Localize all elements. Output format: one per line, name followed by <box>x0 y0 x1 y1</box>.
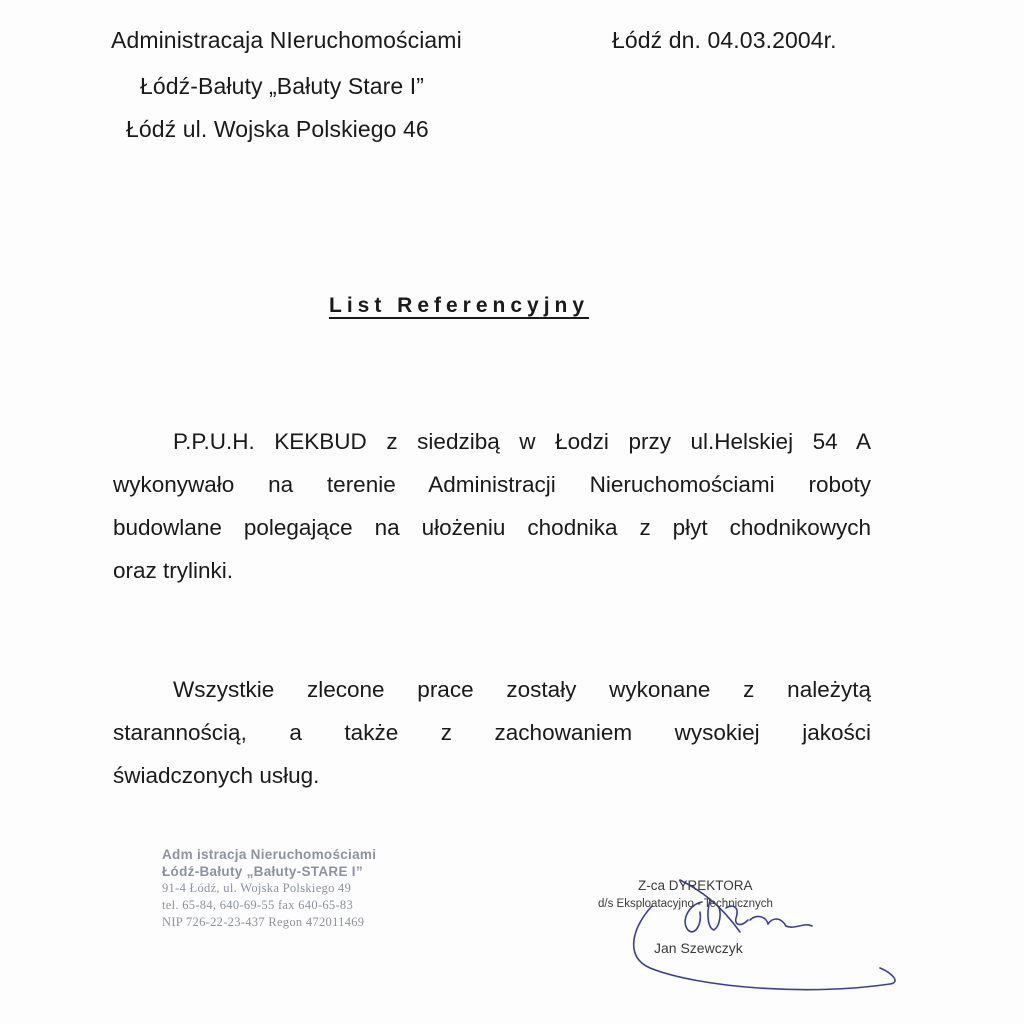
stamp-line: Łódź-Bałuty „Bałuty-STARE I” <box>162 864 363 879</box>
stamp-line: Adm istracja Nieruchomościami <box>162 847 377 862</box>
paragraph-line: wykonywało na terenie Administracji Nieruchomościami roboty <box>113 472 871 497</box>
signatory-name: Jan Szewczyk <box>654 940 743 956</box>
header-date: Łódź dn. 04.03.2004r. <box>612 27 837 53</box>
signature-block <box>590 860 910 1010</box>
paragraph-line: starannością, a także z zachowaniem wysokiej jakości <box>113 720 871 745</box>
stamp-line: NIP 726-22-23-437 Regon 472011469 <box>162 915 365 929</box>
header-organization: Administracaja NIeruchomościami <box>111 27 462 53</box>
organization-stamp <box>162 846 442 931</box>
signature-title: Z-ca DYREKTORA <box>638 878 753 893</box>
header-branch: Łódź-Bałuty „Bałuty Stare I” <box>140 73 425 99</box>
header-address: Łódź ul. Wojska Polskiego 46 <box>126 116 429 142</box>
stamp-line: 91-4 Łódź, ul. Wojska Polskiego 49 <box>162 881 352 895</box>
paragraph-line: P.P.U.H. KEKBUD z siedzibą w Łodzi przy ul.Helskiej 54 A <box>173 429 871 454</box>
paragraph-first <box>113 420 871 592</box>
paragraph-line: oraz trylinki. <box>113 558 234 583</box>
paragraph-line: Wszystkie zlecone prace zostały wykonane z należytą <box>173 677 871 702</box>
paragraph-line: świadczonych usług. <box>113 763 320 788</box>
paragraph-line: budowlane polegające na ułożeniu chodnika z płyt chodnikowych <box>113 515 871 540</box>
signature-subtitle: d/s Eksploatacyjno - Technicznych <box>598 898 773 910</box>
document-title: List Referencyjny <box>329 294 590 317</box>
stamp-line: tel. 65-84, 640-69-55 fax 640-65-83 <box>162 898 354 912</box>
paragraph-second <box>113 668 871 797</box>
